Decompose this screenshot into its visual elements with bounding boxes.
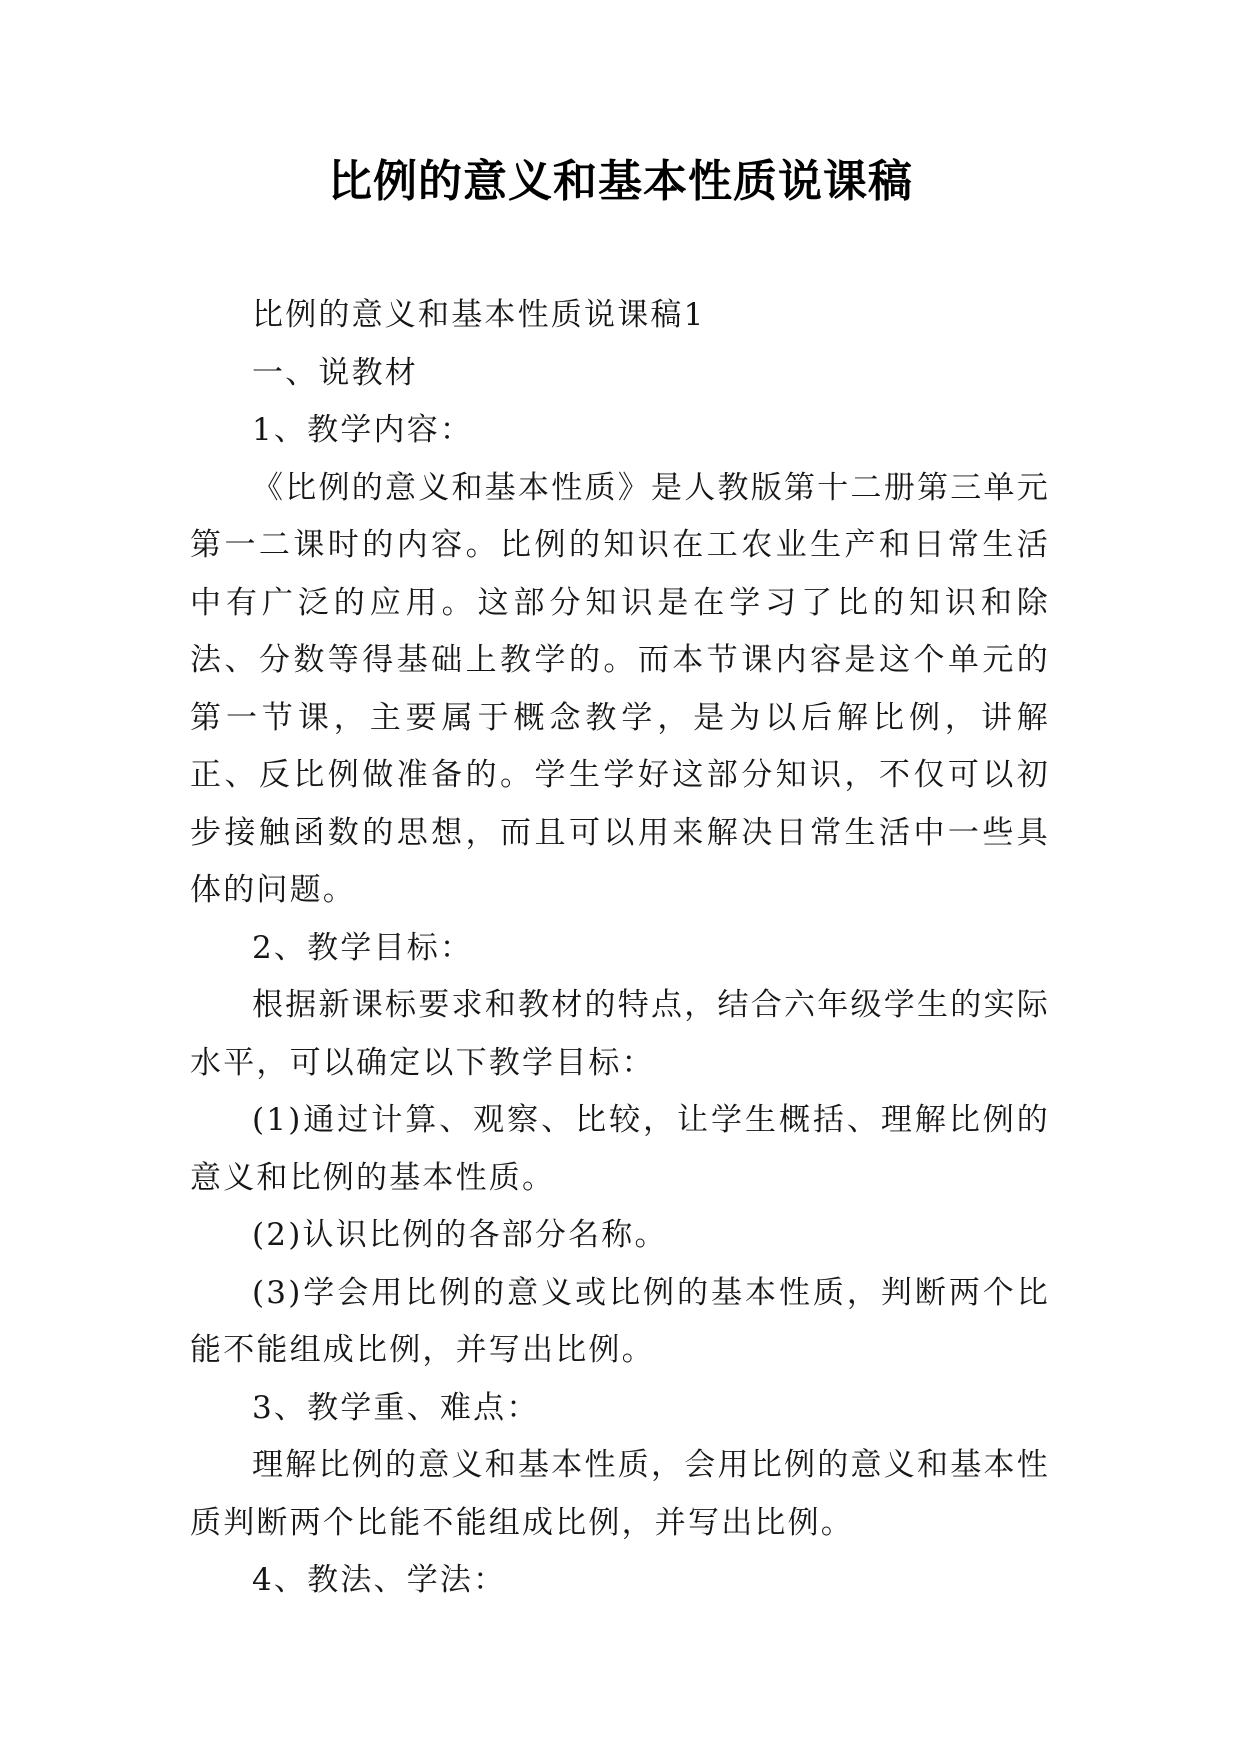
document-title: 比例的意义和基本性质说课稿 bbox=[328, 156, 913, 207]
document-body bbox=[190, 287, 1050, 1610]
paragraph-teaching-content: 《比例的意义和基本性质》是人教版第十二册第三单元第一二课时的内容。比例的知识在工农业生产和日常生活中有广泛的应用。这部分知识是在学习了比的知识和除法、分数等得基础上教学的。而本节课内容是这个单元的第一节课，主要属于概念教学，是为以后解比例，讲解正、反比例做准备的。学生学好这部分知识，不仅可以初步接触函数的思想，而且可以用来解决日常生活中一些具体的问题。 bbox=[190, 469, 1050, 908]
goal-item-1: (1)通过计算、观察、比较，让学生概括、理解比例的意义和比例的基本性质。 bbox=[190, 1102, 1050, 1196]
goal-item-3: (3)学会用比例的意义或比例的基本性质，判断两个比能不能组成比例，并写出比例。 bbox=[190, 1274, 1050, 1368]
subtitle-paragraph: 比例的意义和基本性质说课稿1 bbox=[252, 297, 706, 333]
subheading-key-points: 3、教学重、难点： bbox=[252, 1389, 540, 1426]
subheading-teaching-content: 1、教学内容： bbox=[252, 412, 474, 448]
paragraph-teaching-goals-intro: 根据新课标要求和教材的特点，结合六年级学生的实际水平，可以确定以下教学目标： bbox=[190, 987, 1050, 1081]
subheading-teaching-goals: 2、教学目标： bbox=[252, 929, 474, 966]
subheading-methods: 4、教法、学法： bbox=[252, 1562, 507, 1598]
section-heading-textbook: 一、说教材 bbox=[252, 354, 418, 391]
paragraph-key-points: 理解比例的意义和基本性质，会用比例的意义和基本性质判断两个比能不能组成比例，并写出比例。 bbox=[190, 1447, 1050, 1541]
goal-item-2: (2)认识比例的各部分名称。 bbox=[252, 1217, 668, 1253]
